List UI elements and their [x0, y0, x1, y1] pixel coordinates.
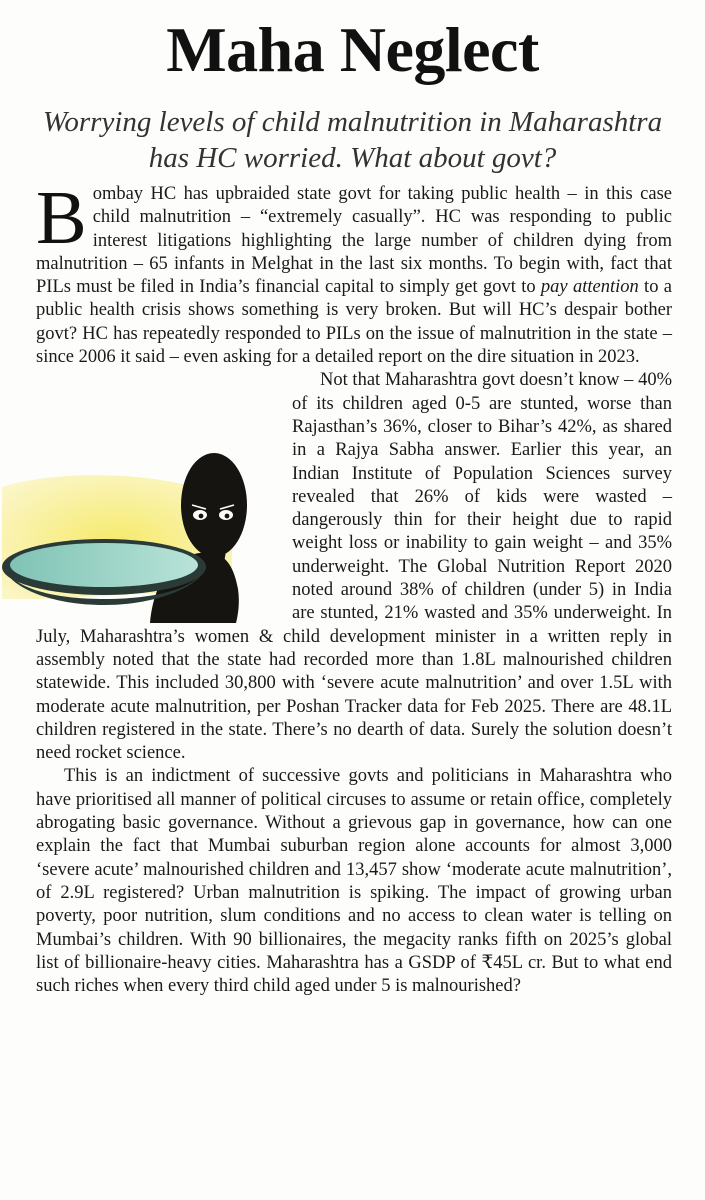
emphasis-pay-attention: pay attention: [540, 277, 639, 298]
empty-bowl-icon: [10, 543, 198, 587]
paragraph-1-text-b: to a public health crisis shows something is very broken. But will HC’s despair bother govt? HC has repeatedly responded to PILs on the issue of malnutrition in the state – since 2006 it said – even asking for a detailed report on the dire situation in 2023.: [36, 277, 672, 368]
headline: Maha Neglect: [166, 14, 539, 85]
paragraph-2: [36, 369, 672, 765]
right-pupil-icon: [225, 514, 230, 519]
subheadline: Worrying levels of child malnutrition in Maharashtra has HC worried. What about govt?: [42, 106, 663, 174]
illustration-svg: [0, 439, 286, 623]
child-hand-icon: [203, 582, 213, 592]
left-pupil-icon: [199, 514, 204, 519]
paragraph-3: This is an indictment of successive govts and politicians in Maharashtra who have prioritised all manner of political circuses to assume or retain office, completely abrogating basic governance. Without a grievous gap in governance, how can one explain the fact that Mumbai suburban region alone accounts for almost 3,000 ‘severe acute’ malnourished children and 13,457 show ‘moderate acute malnutrition’, of 2.9L registered? Urban malnutrition is spiking. The impact of growing urban poverty, poor nutrition, slum conditions and no access to clean water is telling on Mumbai’s children. With 90 billionaires, the megacity ranks fifth on 2025’s global list of billionaire-heavy cities. Maharashtra has a GSDP of ₹45L cr. But to what end such riches when every third child aged under 5 is malnourished?: [36, 766, 672, 997]
malnourished-child-with-empty-bowl-illustration: [0, 439, 286, 623]
article-body: [36, 176, 672, 998]
paragraph-1: [36, 176, 672, 369]
child-head-icon: [181, 453, 247, 557]
paragraph-1-text-a: ombay HC has upbraided state govt for taking public health – in this case child malnutrition – “extremely casually”. HC was responding to public interest litigations highlighting the large number of children dying from malnutrition – 65 infants in Melghat in the last six months. To begin with, fact that PILs must be filed in India’s financial capital to simply get govt to: [36, 184, 672, 298]
drop-cap: B: [36, 176, 87, 260]
child-neck-icon: [202, 551, 226, 563]
paragraph-2-text: Not that Maharashtra govt doesn’t know – 40% of its children aged 0-5 are stunted, worse than Rajasthan’s 36%, closer to Bihar’s 42%, as shared in a Rajya Sabha answer. Earlier this year, an Indian Institute of Population Sciences survey revealed that 26% of kids were wasted – dangerously thin for their height due to rapid weight loss or inability to gain weight – and 35% underweight. The Global Nutrition Report 2020 noted around 38% of children (under 5) in India are stunted, 21% wasted and 35% underweight. In July, Maharashtra’s women & child development minister in a written reply in assembly noted that the state had recorded more than 1.8L malnourished children statewide. This included 30,800 with ‘severe acute malnutrition’ and over 1.5L with moderate acute malnutrition, per Poshan Tracker data for Feb 2025. There are 48.1L children registered in the state. There’s no dearth of data. Surely the solution doesn’t need rocket science.: [36, 370, 672, 764]
